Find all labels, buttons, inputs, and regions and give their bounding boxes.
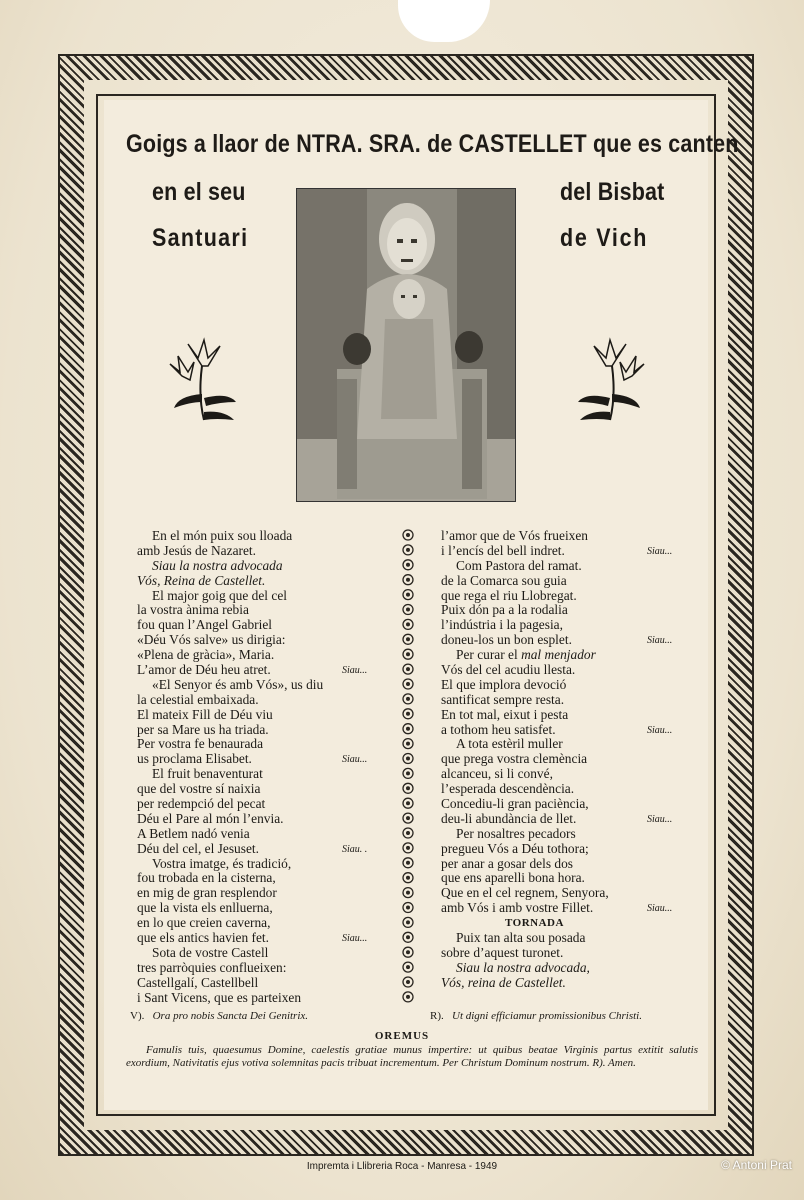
verse-text: El mateix Fill de Déu viu (137, 706, 273, 722)
verse-line (441, 589, 691, 604)
verse-line (441, 901, 691, 916)
verse-line (441, 857, 691, 872)
verse-line (441, 574, 691, 589)
rosette-icon (403, 754, 413, 764)
verse-line (137, 648, 387, 663)
verse-line (137, 603, 387, 618)
verse-text: El que implora devoció (441, 676, 567, 692)
verse-line (137, 931, 387, 946)
verse-line (137, 857, 387, 872)
verse-text: de la Comarca sou guia (441, 572, 567, 588)
verse-line (137, 663, 387, 678)
virgin-statue-photo (296, 188, 516, 502)
rosette-icon (403, 947, 413, 957)
rosette-icon (403, 530, 413, 540)
verse-line (441, 946, 691, 961)
verse-line (137, 559, 387, 574)
title-line-2-right: del Bisbat (560, 178, 665, 206)
verse-text: Siau la nostra advocada (152, 557, 283, 573)
printer-imprint: Impremta i Llibreria Roca - Manresa - 1949 (306, 1160, 498, 1172)
refrain-marker: Siau... (342, 754, 368, 766)
verse-line (441, 767, 691, 782)
rosette-icon (403, 798, 413, 808)
verse-line (137, 767, 387, 782)
rosette-icon (403, 590, 413, 600)
verse-line (137, 812, 387, 827)
verse-text: pregueu Vós a Déu tothora; (441, 840, 589, 856)
verse-text: Per vostra fe benaurada (137, 736, 264, 752)
verse-line (441, 797, 691, 812)
verse-line (441, 782, 691, 797)
rosette-icon (403, 992, 413, 1002)
rosette-icon (403, 962, 413, 972)
verse-text: que prega vostra clemència (441, 751, 588, 767)
statue-image (297, 189, 516, 502)
verse-line (441, 529, 691, 544)
verse-text: Sota de vostre Castell (152, 944, 269, 960)
refrain-marker: Siau... (647, 635, 673, 647)
verse-text: Per nosaltres pecadors (456, 825, 576, 841)
versicle-r (430, 1010, 642, 1022)
verse-line (137, 976, 387, 991)
verse-text: Vostra imatge, és tradició, (152, 855, 292, 871)
rosette-icon (403, 977, 413, 987)
title-line-3-right: de Vich (560, 224, 649, 252)
verse-text: per sa Mare us ha triada. (137, 721, 269, 737)
verse-text: doneu-los un bon esplet. (441, 632, 572, 648)
verse-text: tres parròquies conflueixen: (137, 959, 287, 975)
verse-text: fou trobada en la cisterna, (137, 870, 276, 886)
rosette-icon (403, 768, 413, 778)
refrain-marker: Siau... (647, 813, 673, 825)
rosette-icon (403, 724, 413, 734)
rosette-icon (403, 739, 413, 749)
verse-line (137, 827, 387, 842)
verse-text: a tothom heu satisfet. (441, 721, 556, 737)
verse-text: per redempció del pecat (137, 796, 266, 812)
verse-text: l’esperada descendència. (441, 781, 575, 797)
rosette-icon (403, 828, 413, 838)
refrain-marker: Siau... (647, 724, 673, 736)
verse-emphasis: mal menjador (521, 647, 596, 663)
verse-text: alcanceu, si li convé, (441, 766, 553, 782)
verse-text: A tota estèril muller (456, 736, 563, 752)
verse-text: sobre d’aquest turonet. (441, 944, 564, 960)
rosette-icon (403, 694, 413, 704)
rosette-icon (403, 664, 413, 674)
verse-line (441, 961, 691, 976)
verse-line (441, 931, 691, 946)
verse-text: fou quan l’Angel Gabriel (137, 617, 272, 633)
rosette-icon (403, 813, 413, 823)
verse-line (441, 648, 691, 663)
verse-line (137, 737, 387, 752)
rosette-icon (403, 605, 413, 615)
verse-line (441, 603, 691, 618)
verse-line (441, 678, 691, 693)
verse-line (137, 633, 387, 648)
refrain-marker: Siau... (342, 665, 368, 677)
refrain-marker: Siau... (647, 903, 673, 915)
verse-text: En tot mal, eixut i pesta (441, 706, 569, 722)
verse-line (137, 946, 387, 961)
rosette-icon (403, 649, 413, 659)
verse-line (441, 827, 691, 842)
oremus-prayer: Famulis tuis, quaesumus Domine, caelestis gratiae munus impertire: ut quibus beatae Virginis partus extitit salutis exordium, Nativitatis ejus votiva solemnitas pacis tribuat incrementum. Per Christum Dominum nostrum. R). Amen. (126, 1044, 698, 1069)
verse-line (137, 991, 387, 1006)
title-line-2-left: en el seu (152, 178, 246, 206)
rosette-icon (403, 575, 413, 585)
verse-text: santificat sempre resta. (441, 691, 565, 707)
verse-text: l’indústria i la pagesia, (441, 617, 563, 633)
verses-left-column (137, 529, 387, 1006)
rosette-icon (403, 619, 413, 629)
verse-line (137, 916, 387, 931)
versicle-r-label: R). (430, 1010, 444, 1022)
verse-line (137, 678, 387, 693)
oremus-heading: OREMUS (374, 1030, 430, 1042)
verse-line (137, 752, 387, 767)
rosette-icon (403, 888, 413, 898)
verse-text: Puix dón pa a la rodalia (441, 602, 568, 618)
verse-line (137, 693, 387, 708)
verse-text: Vós, Reina de Castellet. (137, 572, 266, 588)
verse-text: que els antics havien fet. (137, 930, 269, 946)
verse-line (441, 633, 691, 648)
verse-line (441, 812, 691, 827)
verse-text: la vostra ànima rebia (137, 602, 249, 618)
lily-flower-icon-left (168, 336, 240, 426)
versicle-v-label: V). (130, 1010, 145, 1022)
verse-text: Vós, reina de Castellet. (441, 974, 566, 990)
verse-text: que ens aparelli bona hora. (441, 870, 585, 886)
rosette-icon (403, 783, 413, 793)
rosette-icon (403, 858, 413, 868)
verse-text: en lo que creien caverna, (137, 915, 271, 931)
title-line-1: Goigs a llaor de NTRA. SRA. de CASTELLET que es canten (126, 130, 739, 158)
verse-line (441, 544, 691, 559)
ornament-divider (397, 528, 419, 1006)
verse-text: En el món puix sou lloada (152, 528, 293, 543)
verse-line (137, 886, 387, 901)
verse-text: i l’encís del bell indret. (441, 542, 565, 558)
verse-text: per anar a gosar dels dos (441, 855, 573, 871)
verse-line (137, 529, 387, 544)
rosette-icon (403, 545, 413, 555)
rosette-icon (403, 932, 413, 942)
verse-line (441, 708, 691, 723)
verse-line (441, 618, 691, 633)
versicle-v-text: Ora pro nobis Sancta Dei Genitrix. (152, 1010, 309, 1022)
verse-text: Puix tan alta sou posada (456, 930, 586, 946)
verse-line (441, 752, 691, 767)
verse-text: que la vista els enlluerna, (137, 900, 273, 916)
versicle-r-text: Ut digni efficiamur promissionibus Christi. (452, 1010, 642, 1022)
verse-text: TORNADA (505, 917, 564, 930)
verse-text: Concediu-li gran paciència, (441, 796, 589, 812)
verse-line (137, 618, 387, 633)
verse-line (137, 544, 387, 559)
verse-line (137, 871, 387, 886)
verse-line (137, 961, 387, 976)
verse-line (441, 559, 691, 574)
verse-text: l’amor que de Vós frueixen (441, 528, 589, 543)
verse-line (441, 737, 691, 752)
verse-text: «Plena de gràcia», Maria. (137, 647, 275, 663)
verse-text: la celestial embaixada. (137, 691, 259, 707)
verse-line (441, 871, 691, 886)
verse-text: «Déu Vós salve» us dirigia: (137, 632, 286, 648)
title-line-3-left: Santuari (152, 224, 249, 252)
verse-line (137, 589, 387, 604)
verse-text: Déu del cel, el Jesuset. (137, 840, 259, 856)
verses-right-column (441, 529, 691, 991)
rosette-icon (403, 560, 413, 570)
refrain-marker: Siau... (647, 545, 673, 557)
verse-text: A Betlem nadó venia (137, 825, 250, 841)
verse-text: El major goig que del cel (152, 587, 287, 603)
verse-text: Siau la nostra advocada, (456, 959, 590, 975)
verse-text: amb Jesús de Nazaret. (137, 542, 256, 558)
refrain-marker: Siau. . (342, 843, 368, 855)
verse-line (441, 976, 691, 991)
versicle-v (130, 1010, 308, 1022)
verse-text: L’amor de Déu heu atret. (137, 662, 271, 678)
verse-text: us proclama Elisabet. (137, 751, 252, 767)
verse-text: «El Senyor és amb Vós», us diu (152, 676, 324, 692)
verse-line (137, 901, 387, 916)
rosette-icon (403, 679, 413, 689)
verse-line (137, 782, 387, 797)
rosette-icon (403, 709, 413, 719)
verse-line (441, 663, 691, 678)
verse-text: i Sant Vicens, que es parteixen (137, 989, 302, 1005)
rosette-icon (403, 917, 413, 927)
verse-text: El fruit benaventurat (152, 766, 263, 782)
verse-line (441, 886, 691, 901)
verse-line (137, 842, 387, 857)
rosette-icon (403, 634, 413, 644)
verse-line (137, 708, 387, 723)
verse-line (441, 693, 691, 708)
verse-text: Com Pastora del ramat. (456, 557, 582, 573)
verse-text: Que en el cel regnem, Senyora, (441, 885, 609, 901)
verse-text: en mig de gran resplendor (137, 885, 277, 901)
verse-line (137, 723, 387, 738)
verse-text: que del vostre sí naixia (137, 781, 261, 797)
verse-text: amb Vós i amb vostre Fillet. (441, 900, 594, 916)
refrain-marker: Siau... (342, 933, 368, 945)
verse-line (441, 723, 691, 738)
rosette-icon (403, 903, 413, 913)
verse-text: Vós del cel acudiu llesta. (441, 662, 576, 678)
verse-text: deu-li abundància de llet. (441, 810, 577, 826)
verse-text: Per curar el (456, 647, 522, 663)
rosette-icon (403, 843, 413, 853)
verse-text: Déu el Pare al món l’envia. (137, 810, 284, 826)
verse-line (137, 574, 387, 589)
verse-line (441, 842, 691, 857)
verse-text: que rega el riu Llobregat. (441, 587, 577, 603)
verse-line (137, 797, 387, 812)
rosette-icon (403, 873, 413, 883)
copyright-watermark: © Antoni Prat (721, 1158, 792, 1172)
verse-text: Castellgalí, Castellbell (137, 974, 259, 990)
verse-line (441, 916, 691, 931)
lily-flower-icon-right (574, 336, 646, 426)
